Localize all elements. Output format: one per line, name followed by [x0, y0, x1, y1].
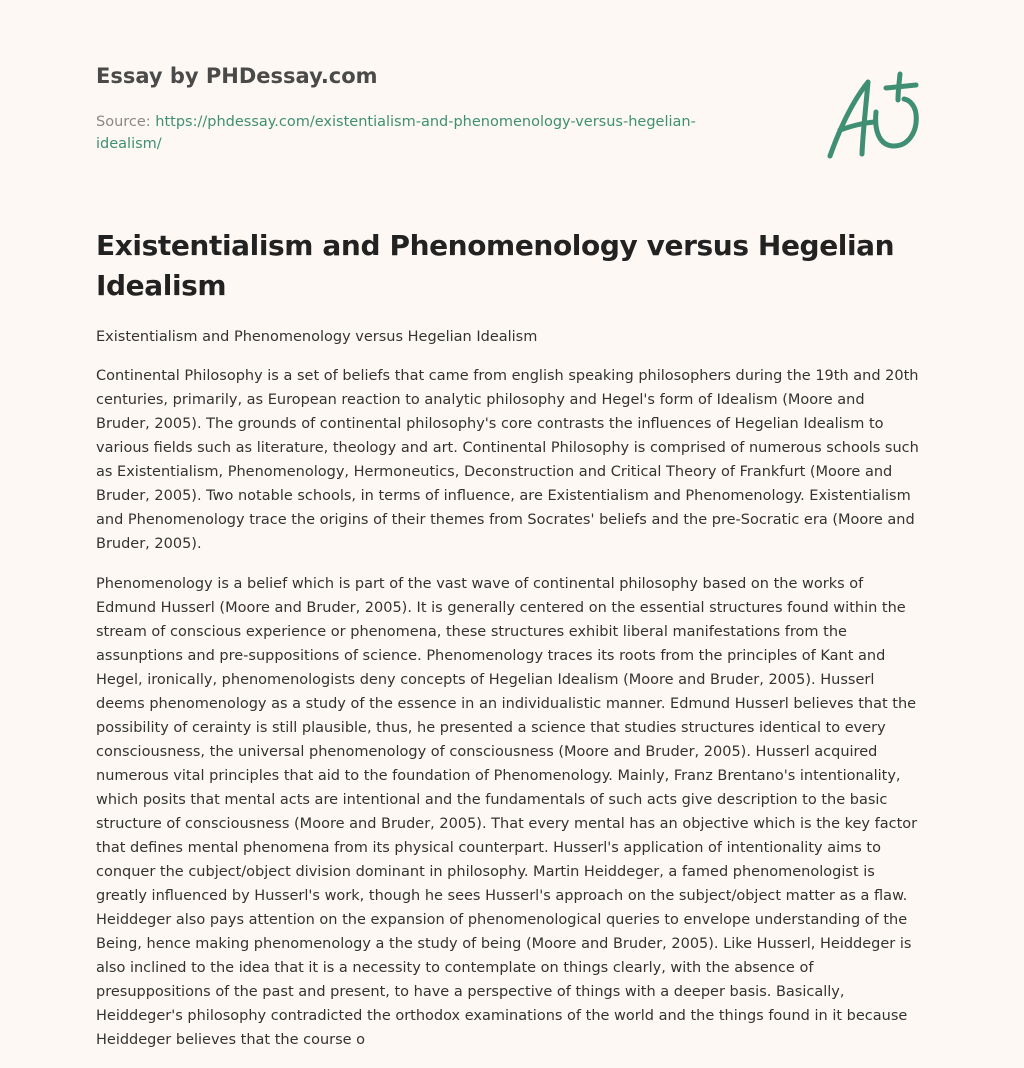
article-body	[96, 364, 928, 1068]
article-paragraph: Phenomenology is a belief which is part of the vast wave of continental philosophy based on the works of Edmund Husserl (Moore and Bruder, 2005). It is generally centered on the essential structures found within the stream of conscious experience or phenomena, these structures exhibit liberal manifestations from the assunptions and pre-suppositions of science. Phenomenology traces its roots from the principles of Kant and Hegel, ironically, phenomenologists deny concepts of Hegelian Idealism (Moore and Bruder, 2005). Husserl deems phenomenology as a study of the essence in an individualistic manner. Edmund Husserl believes that the possibility of cerainty is still plausible, thus, he presented a science that studies structures identical to every consciousness, the universal phenomenology of consciousness (Moore and Bruder, 2005). Husserl acquired numerous vital principles that aid to the foundation of Phenomenology. Mainly, Franz Brentano's intentionality, which posits that mental acts are intentional and the fundamentals of such acts give description to the basic structure of consciousness (Moore and Bruder, 2005). That every mental has an objective which is the key factor that defines mental phenomena from its physical counterpart. Husserl's application of intentionality aims to conquer the cubject/object division dominant in philosophy. Martin Heiddeger, a famed phenomenologist is greatly influenced by Husserl's work, though he sees Husserl's approach on the subject/object matter as a flaw. Heiddeger also pays attention on the expansion of phenomenological queries to envelope understanding of the Being, hence making phenomenology a the study of being (Moore and Bruder, 2005). Like Husserl, Heiddeger is also inclined to the idea that it is a necessity to contemplate on things clearly, with the absence of presuppositions of the past and present, to have a perspective of things with a deeper basis. Basically, Heiddeger's philosophy contradicted the orthodox examinations of the world and the things found in it because Heiddeger believes that the course o	[96, 576, 918, 1048]
a-plus-grade-icon	[816, 66, 926, 166]
article-subtitle: Existentialism and Phenomenology versus Hegelian Idealism	[96, 329, 538, 345]
source-line	[96, 111, 736, 155]
source-url-line1: https://phdessay.com/existentialism-and-phenomenology-versus-hegelian-	[155, 114, 696, 130]
source-link[interactable]	[96, 114, 696, 152]
source-url-line2: idealism/	[96, 136, 162, 152]
site-brand: Essay by PHDessay.com	[96, 64, 378, 88]
source-label: Source:	[96, 114, 151, 130]
article-title: Existentialism and Phenomenology versus Hegelian Idealism	[96, 229, 895, 302]
article-paragraph: Continental Philosophy is a set of beliefs that came from english speaking philosophers during the 19th and 20th centuries, primarily, as European reaction to analytic philosophy and Hegel's form of Idealism (Moore and Bruder, 2005). The grounds of continental philosophy's core contrasts the influences of Hegelian Idealism to various fields such as literature, theology and art. Continental Philosophy is comprised of numerous schools such as Existentialism, Phenomenology, Hermoneutics, Deconstruction and Critical Theory of Frankfurt (Moore and Bruder, 2005). Two notable schools, in terms of influence, are Existentialism and Phenomenology. Existentialism and Phenomenology trace the origins of their themes from Socrates' beliefs and the pre-Socratic era (Moore and Bruder, 2005).	[96, 368, 919, 552]
